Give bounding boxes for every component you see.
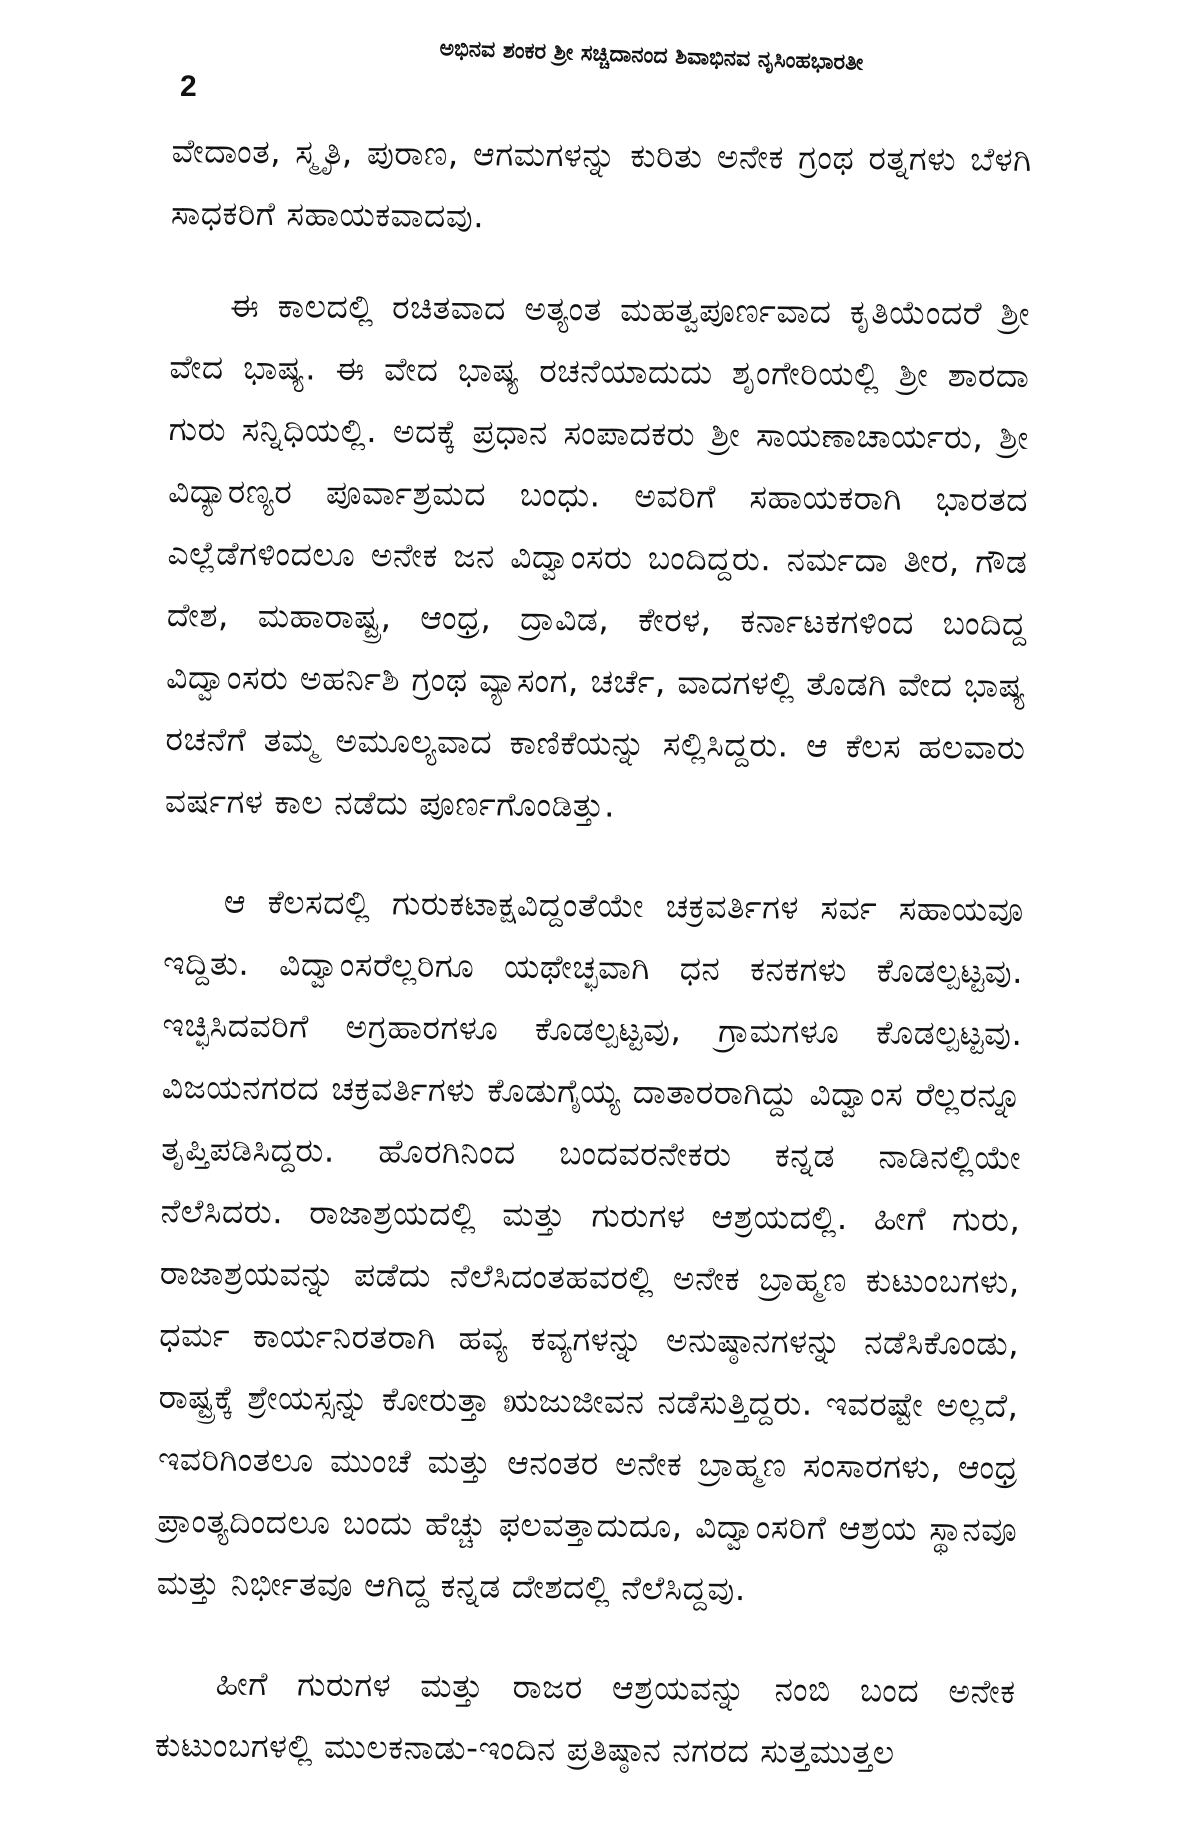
paragraph-1: ವೇದಾಂತ, ಸ್ಮೃತಿ, ಪುರಾಣ, ಆಗಮಗಳನ್ನು ಕುರಿತು ಅನೇಕ ಗ್ರಂಥ ರತ್ನಗಳು ಬೆಳಗಿ ಸಾಧಕರಿಗೆ ಸಹಾಯಕವಾದವು. — [170, 130, 1032, 236]
paragraph-4: ಹೀಗೆ ಗುರುಗಳ ಮತ್ತು ರಾಜರ ಆಶ್ರಯವನ್ನು ನಂಬಿ ಬಂದ ಅನೇಕ ಕುಟುಂಬಗಳಲ್ಲಿ ಮುಲಕನಾಡು-ಇಂದಿನ ಪ್ರತಿಷ್ಠಾನ ನಗರದ ಸುತ್ತಮುತ್ತಲ — [154, 1663, 1016, 1772]
body-text — [154, 120, 1032, 1823]
page-number: 2 — [180, 70, 197, 103]
paragraph-3: ಆ ಕೆಲಸದಲ್ಲಿ ಗುರುಕಟಾಕ್ಷವಿದ್ದಂತೆಯೇ ಚಕ್ರವರ್ತಿಗಳ ಸರ್ವ ಸಹಾಯವೂ ಇದ್ದಿತು. ವಿದ್ವಾಂಸರೆಲ್ಲರಿಗೂ ಯಥೇಚ್ಛವಾಗಿ ಧನ ಕನಕಗಳು ಕೊಡಲ್ಪಟ್ಟವು. ಇಚ್ಛಿಸಿದವರಿಗೆ ಅಗ್ರಹಾರಗಳೂ ಕೊಡಲ್ಪಟ್ಟವು, ಗ್ರಾಮಗಳೂ ಕೊಡಲ್ಪಟ್ಟವು. ವಿಜಯನಗರದ ಚಕ್ರವರ್ತಿಗಳು ಕೊಡುಗೈಯ್ಯ ದಾತಾರರಾಗಿದ್ದು ವಿದ್ವಾಂಸ ರೆಲ್ಲರನ್ನೂ ತೃಪ್ತಿಪಡಿಸಿದ್ದರು. ಹೊರಗಿನಿಂದ ಬಂದವರನೇಕರು ಕನ್ನಡ ನಾಡಿನಲ್ಲಿಯೇ ನೆಲೆಸಿದರು. ರಾಜಾಶ್ರಯದಲ್ಲಿ ಮತ್ತು ಗುರುಗಳ ಆಶ್ರಯದಲ್ಲಿ. ಹೀಗೆ ಗುರು, ರಾಜಾಶ್ರಯವನ್ನು ಪಡೆದು ನೆಲೆಸಿದಂತಹವರಲ್ಲಿ ಅನೇಕ ಬ್ರಾಹ್ಮಣ ಕುಟುಂಬಗಳು, ಧರ್ಮ ಕಾರ್ಯನಿರತರಾಗಿ ಹವ್ಯ ಕವ್ಯಗಳನ್ನು ಅನುಷ್ಠಾನಗಳನ್ನು ನಡೆಸಿಕೊಂಡು, ರಾಷ್ಟ್ರಕ್ಕೆ ಶ್ರೇಯಸ್ಸನ್ನು ಕೋರುತ್ತಾ ಋಜುಜೀವನ ನಡೆಸುತ್ತಿದ್ದರು. ಇವರಷ್ಟೇ ಅಲ್ಲದೆ, ಇವರಿಗಿಂತಲೂ ಮುಂಚೆ ಮತ್ತು ಆನಂತರ ಅನೇಕ ಬ್ರಾಹ್ಮಣ ಸಂಸಾರಗಳು, ಆಂಧ್ರ ಪ್ರಾಂತ್ಯದಿಂದಲೂ ಬಂದು ಹೆಚ್ಚು ಫಲವತ್ತಾದುದೂ, ವಿದ್ವಾಂಸರಿಗೆ ಆಶ್ರಯ ಸ್ಥಾನವೂ ಮತ್ತು ನಿರ್ಭೀತವೂ ಆಗಿದ್ದ ಕನ್ನಡ ದೇಶದಲ್ಲಿ ನೆಲೆಸಿದ್ದವು. — [156, 881, 1024, 1609]
paragraph-2: ಈ ಕಾಲದಲ್ಲಿ ರಚಿತವಾದ ಅತ್ಯಂತ ಮಹತ್ವಪೂರ್ಣವಾದ ಕೃತಿಯೆಂದರೆ ಶ್ರೀ ವೇದ ಭಾಷ್ಯ. ಈ ವೇದ ಭಾಷ್ಯ ರಚನೆಯಾದುದು ಶೃಂಗೇರಿಯಲ್ಲಿ ಶ್ರೀ ಶಾರದಾ ಗುರು ಸನ್ನಿಧಿಯಲ್ಲಿ. ಅದಕ್ಕೆ ಪ್ರಧಾನ ಸಂಪಾದಕರು ಶ್ರೀ ಸಾಯಣಾಚಾರ್ಯರು, ಶ್ರೀ ವಿದ್ಯಾರಣ್ಯರ ಪೂರ್ವಾಶ್ರಮದ ಬಂಧು. ಅವರಿಗೆ ಸಹಾಯಕರಾಗಿ ಭಾರತದ ಎಲ್ಲೆಡೆಗಳಿಂದಲೂ ಅನೇಕ ಜನ ವಿದ್ವಾಂಸರು ಬಂದಿದ್ದರು. ನರ್ಮದಾ ತೀರ, ಗೌಡ ದೇಶ, ಮಹಾರಾಷ್ಟ್ರ, ಆಂಧ್ರ, ದ್ರಾವಿಡ, ಕೇರಳ, ಕರ್ನಾಟಕಗಳಿಂದ ಬಂದಿದ್ದ ವಿದ್ವಾಂಸರು ಅಹರ್ನಿಶಿ ಗ್ರಂಥ ವ್ಯಾಸಂಗ, ಚರ್ಚೆ, ವಾದಗಳಲ್ಲಿ ತೊಡಗಿ ವೇದ ಭಾಷ್ಯ ರಚನೆಗೆ ತಮ್ಮ ಅಮೂಲ್ಯವಾದ ಕಾಣಿಕೆಯನ್ನು ಸಲ್ಲಿಸಿದ್ದರು. ಆ ಕೆಲಸ ಹಲವಾರು ವರ್ಷಗಳ ಕಾಲ ನಡೆದು ಪೂರ್ಣಗೊಂಡಿತ್ತು. — [164, 285, 1031, 825]
running-header: ಅಭಿನವ ಶಂಕರ ಶ್ರೀ ಸಚ್ಚಿದಾನಂದ ಶಿವಾಭಿನವ ನೃಸಿಂಹಭಾರತೀ — [439, 36, 864, 76]
